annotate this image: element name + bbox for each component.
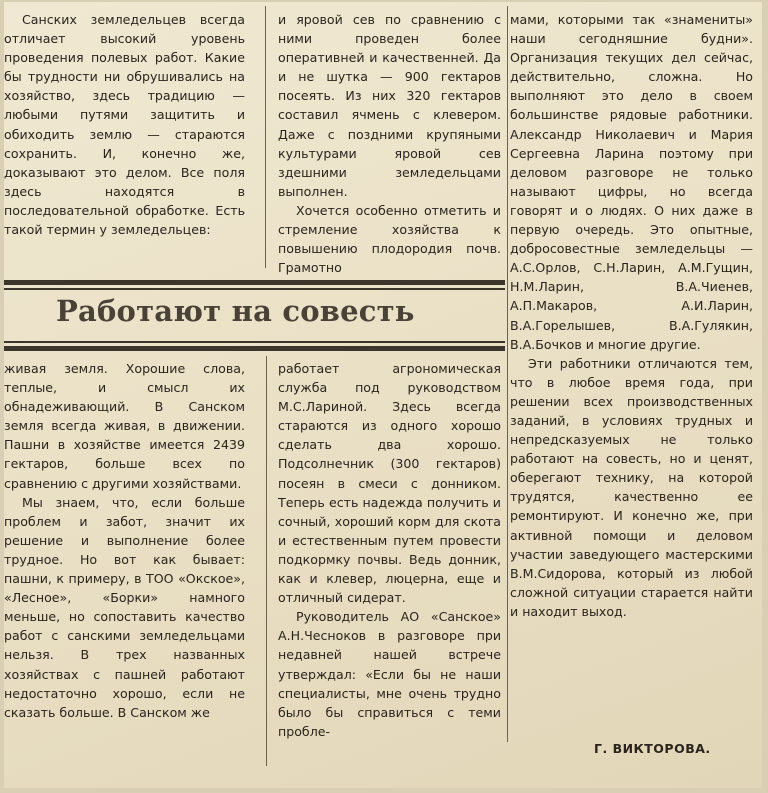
bottom-middle-column [278,359,501,741]
headline: Работают на совесть [56,294,415,328]
headline-rule-top-thick [4,280,505,285]
right-paragraph-1: мами, которыми так «знамениты» наши сегодняшние будни». Организация текущих дел сейчас, действительно, сложна. Но выполняют это дело в своем большинстве рядовые работники. Александр Николаевич и Мария Сергеевна Ларина поэтому при деловом разговоре не только называют цифры, но всегда говорят и о людях. О них даже в первую очередь. Это опытные, добросовестные земледельцы — А.С.Орлов, С.Н.Ларин, А.М.Гущин, Н.М.Ларин, В.А.Чиенев, А.П.Макаров, А.И.Ларин, В.А.Горелышев, В.А.Гулякин, В.А.Бочков и многие другие. [510,12,753,352]
top-left-column [4,10,245,239]
top-middle-column [278,10,501,277]
right-column [510,10,753,621]
bottom-middle-paragraph-2: Руководитель АО «Санское» А.Н.Чесноков в разговоре при недавней нашей встрече утверждал: «Если бы не наши специалисты, мне очень трудно было бы справиться с теми пробле- [278,609,501,739]
bottom-left-column [4,359,245,722]
top-middle-paragraph-2: Хочется особенно отметить и стремление хозяйства к повышению плодородия почв. Грамотно [278,202,501,276]
right-paragraph-2: Эти работники отличаются тем, что в любое время года, при решении всех производственных заданий, в условиях трудных и непредсказуемых не только работают на совесть, но и ценят, оберегают технику, на которой трудятся, качественно ее ремонтируют. И конечно же, при активной помощи и деловом участии заведующего мастерскими В.М.Сидорова, который из любой сложной ситуации старается найти и находит выход. [510,355,753,619]
headline-rule-top-thin [4,288,505,290]
bottom-middle-paragraph-1: работает агрономическая служба под руководством М.С.Лариной. Здесь всегда стараются из одного хорошо сделать два хорошо. Подсолнечник (300 гектаров) посеян в смеси с донником. Теперь есть надежда получить и сочный, хороший корм для скота и естественным путем провести подкормку почвы. Ведь донник, как и клевер, люцерна, еще и отличный сидерат. [278,361,501,606]
top-middle-paragraph-1: и яровой сев по сравнению с ними проведен более оперативней и качественней. Да и не шутка — 900 гектаров посеять. Из них 320 гектаров составил ячмень с клевером. Даже с поздними крупяными культурами яровой сев здешними земледельцами выполнен. [278,12,501,199]
top-left-paragraph: Санских земледельцев всегда отличает высокий уровень проведения полевых работ. Какие бы трудности ни обрушивались на хозяйство, здесь традицию — любыми путями защитить и обиходить землю — стараются сохранить. И, конечно же, доказывают это делом. Все поля здесь находятся в последовательной обработке. Есть такой термин у земледельцев: [4,12,245,238]
column-divider-top-left [265,6,266,268]
bottom-left-paragraph-2: Мы знаем, что, если больше проблем и забот, значит их решение и выполнение более трудное. Но вот как бывает: пашни, к примеру, в ТОО «Окское», «Лесное», «Борки» намного меньше, но сопоставить качество работ с санскими земледельцами нельзя. В трех названных хозяйствах с пашней работают недостаточно хорошо, если не сказать больше. В Санском же [4,494,245,720]
newspaper-clipping [4,2,762,788]
headline-rule-bottom-thin [4,341,505,343]
column-divider-bottom-left [266,356,267,766]
column-divider-right [507,6,508,742]
bottom-left-paragraph-1: живая земля. Хорошие слова, теплые, и смысл их обнадеживающий. В Санском земля всегда живая, в движении. Пашни в хозяйстве имеется 2439 гектаров, больше всех по сравнению с другими хозяйствами. [4,361,245,491]
author-signature: Г. ВИКТОРОВА. [594,741,711,756]
headline-rule-bottom-thick [4,346,505,351]
